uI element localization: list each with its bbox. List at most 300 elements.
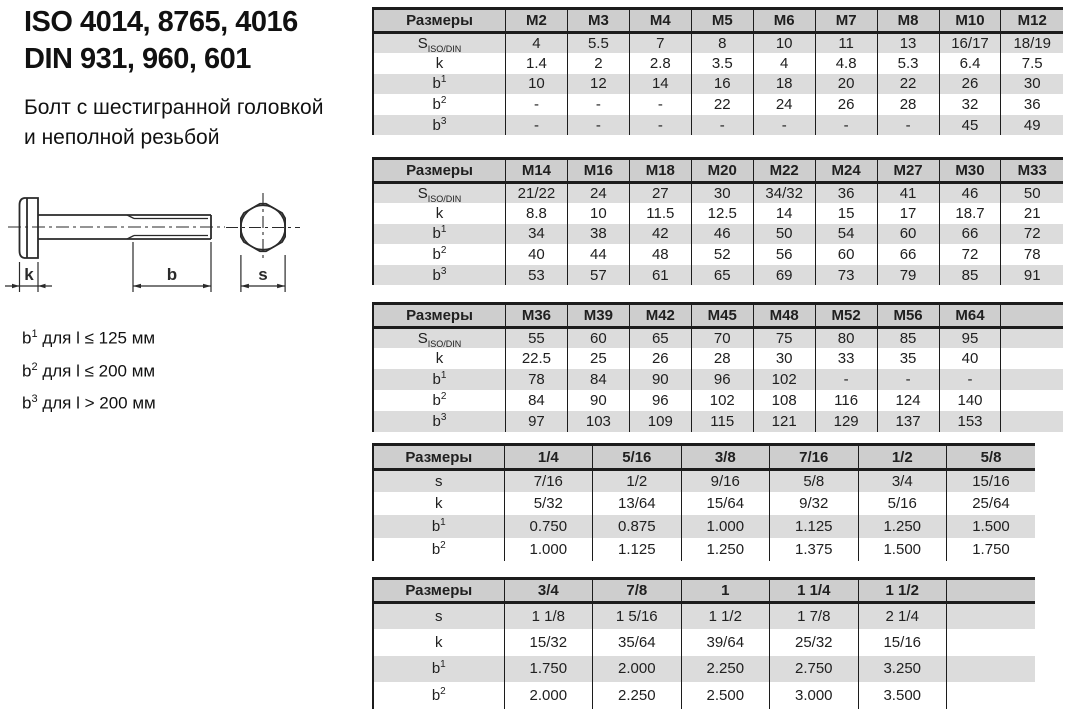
value-cell: 1.375: [770, 538, 858, 561]
size-column-header: 1: [681, 579, 769, 603]
size-column-header: M45: [691, 304, 753, 328]
row-label-column-header: Размеры: [373, 579, 504, 603]
table-row: [373, 629, 1035, 656]
value-cell: -: [939, 369, 1001, 390]
table-row: [373, 390, 1063, 411]
size-column-header: M6: [753, 9, 815, 33]
value-cell: 85: [939, 265, 1001, 286]
value-cell: 1.250: [681, 538, 769, 561]
value-cell: -: [567, 115, 629, 136]
value-cell: 1/2: [593, 470, 681, 493]
row-label: s: [373, 470, 504, 493]
value-cell: 3/4: [858, 470, 946, 493]
value-cell: 15: [815, 203, 877, 224]
value-cell: 140: [939, 390, 1001, 411]
size-column-header: M16: [567, 159, 629, 183]
value-cell: 26: [815, 94, 877, 115]
value-cell: 2: [567, 53, 629, 74]
size-column-header: M42: [629, 304, 691, 328]
value-cell: 153: [939, 411, 1001, 432]
value-cell: 18: [753, 74, 815, 95]
value-cell: 96: [691, 369, 753, 390]
value-cell: 109: [629, 411, 691, 432]
value-cell: -: [815, 115, 877, 136]
value-cell: 41: [877, 183, 939, 204]
empty-cell: [946, 629, 1035, 656]
value-cell: 2.750: [770, 656, 858, 683]
value-cell: 65: [691, 265, 753, 286]
table-row: [373, 94, 1063, 115]
table-row: [373, 656, 1035, 683]
dimension-label-b: b: [166, 265, 178, 284]
value-cell: 75: [753, 328, 815, 349]
value-cell: 20: [815, 74, 877, 95]
value-cell: 102: [753, 369, 815, 390]
value-cell: 2 1/4: [858, 603, 946, 630]
standard-iso-title: ISO 4014, 8765, 4016: [24, 6, 298, 38]
value-cell: 11.5: [629, 203, 691, 224]
row-label: $b^2$: [432, 391, 447, 410]
size-column-header: 5/8: [946, 445, 1035, 470]
bolt-technical-drawing: [0, 180, 330, 310]
row-label: $b^3$: [373, 411, 505, 432]
value-cell: -: [877, 369, 939, 390]
value-cell: 60: [567, 328, 629, 349]
value-cell: 15/16: [858, 629, 946, 656]
value-cell: 5/8: [770, 470, 858, 493]
value-cell: -: [877, 115, 939, 136]
value-cell: 22.5: [505, 348, 567, 369]
value-cell: 24: [567, 183, 629, 204]
value-cell: 1.500: [858, 538, 946, 561]
size-column-header: M8: [877, 9, 939, 33]
value-cell: 18.7: [939, 203, 1001, 224]
value-cell: 15/16: [946, 470, 1035, 493]
empty-cell: [1001, 369, 1063, 390]
value-cell: 1 1/8: [504, 603, 592, 630]
dimension-table: [372, 157, 1063, 285]
size-table-metric-m14-m33: [372, 157, 1063, 285]
table-row: [373, 33, 1063, 54]
table-row: [373, 53, 1063, 74]
value-cell: 5/16: [858, 492, 946, 515]
dimension-table: [372, 302, 1063, 432]
empty-column-header: [946, 579, 1035, 603]
table-row: [373, 470, 1035, 493]
value-cell: 96: [629, 390, 691, 411]
row-label: k: [435, 350, 444, 368]
empty-cell: [1001, 348, 1063, 369]
row-label: $S_{ISO/DIN}$: [373, 33, 505, 54]
value-cell: 3.5: [691, 53, 753, 74]
value-cell: 36: [815, 183, 877, 204]
size-column-header: 3/4: [504, 579, 592, 603]
table-row: [373, 244, 1063, 265]
value-cell: -: [629, 115, 691, 136]
value-cell: 1.250: [858, 515, 946, 538]
value-cell: 9/16: [681, 470, 769, 493]
row-label: $b^2$: [432, 245, 447, 264]
value-cell: 36: [1001, 94, 1063, 115]
size-column-header: M36: [505, 304, 567, 328]
value-cell: 53: [505, 265, 567, 286]
row-label: $S_{ISO/DIN}$: [373, 328, 505, 349]
value-cell: 11: [815, 33, 877, 54]
value-cell: 50: [1001, 183, 1063, 204]
value-cell: 14: [753, 203, 815, 224]
empty-column-header: [1001, 304, 1063, 328]
value-cell: 7.5: [1001, 53, 1063, 74]
value-cell: 17: [877, 203, 939, 224]
row-label-column-header: Размеры: [373, 159, 505, 183]
value-cell: 35/64: [593, 629, 681, 656]
dimension-b: [133, 242, 211, 292]
value-cell: -: [753, 115, 815, 136]
size-column-header: 1/4: [504, 445, 592, 470]
dimension-label-s: s: [258, 265, 268, 284]
row-label: $S_{ISO/DIN}$: [373, 183, 505, 204]
value-cell: 4: [505, 33, 567, 54]
row-label-column-header: Размеры: [373, 304, 505, 328]
value-cell: 25/32: [770, 629, 858, 656]
value-cell: 26: [629, 348, 691, 369]
value-cell: 102: [691, 390, 753, 411]
value-cell: 18/19: [1001, 33, 1063, 54]
value-cell: -: [567, 94, 629, 115]
value-cell: 2.8: [629, 53, 691, 74]
dimension-k: [5, 262, 52, 292]
value-cell: 3.250: [858, 656, 946, 683]
row-label: $b^1$: [373, 656, 504, 683]
row-label: $b^2$: [432, 95, 447, 114]
value-cell: 90: [629, 369, 691, 390]
row-label: $b^2$: [431, 686, 446, 705]
row-label: $b^1$: [373, 515, 504, 538]
value-cell: 78: [1001, 244, 1063, 265]
value-cell: 65: [629, 328, 691, 349]
table-row: [373, 538, 1035, 561]
value-cell: 1 1/2: [681, 603, 769, 630]
empty-cell: [1001, 390, 1063, 411]
value-cell: 72: [1001, 224, 1063, 245]
size-column-header: 1/2: [858, 445, 946, 470]
value-cell: 24: [753, 94, 815, 115]
row-label: $b^1$: [373, 224, 505, 245]
product-description-line1: Болт с шестигранной головкой: [24, 96, 324, 119]
value-cell: 69: [753, 265, 815, 286]
size-column-header: M2: [505, 9, 567, 33]
table-row: [373, 492, 1035, 515]
row-label-column-header: Размеры: [373, 9, 505, 33]
value-cell: 25: [567, 348, 629, 369]
value-cell: 60: [815, 244, 877, 265]
value-cell: 84: [505, 390, 567, 411]
value-cell: 0.875: [593, 515, 681, 538]
value-cell: 10: [505, 74, 567, 95]
value-cell: 15/64: [681, 492, 769, 515]
value-cell: 30: [691, 183, 753, 204]
value-cell: 0.750: [504, 515, 592, 538]
value-cell: 16: [691, 74, 753, 95]
size-table-metric-m36-m64: [372, 302, 1063, 432]
value-cell: 70: [691, 328, 753, 349]
value-cell: 80: [815, 328, 877, 349]
value-cell: 22: [691, 94, 753, 115]
size-column-header: 7/16: [770, 445, 858, 470]
dimension-table: [372, 443, 1035, 561]
note-b1: $b^1$ для l ≤ 125 мм: [22, 328, 156, 348]
note-b2: $b^2$ для l ≤ 200 мм: [22, 360, 156, 381]
value-cell: 56: [753, 244, 815, 265]
value-cell: 5.3: [877, 53, 939, 74]
value-cell: 28: [691, 348, 753, 369]
value-cell: -: [815, 369, 877, 390]
table-row: [373, 115, 1063, 136]
row-label: $b^3$: [373, 265, 505, 286]
value-cell: 121: [753, 411, 815, 432]
value-cell: 1.500: [946, 515, 1035, 538]
value-cell: 15/32: [504, 629, 592, 656]
value-cell: 9/32: [770, 492, 858, 515]
value-cell: 12.5: [691, 203, 753, 224]
value-cell: 10: [753, 33, 815, 54]
table-row: [373, 603, 1035, 630]
row-label: $b^2$: [431, 539, 446, 558]
value-cell: 26: [939, 74, 1001, 95]
value-cell: 21/22: [505, 183, 567, 204]
value-cell: 2.250: [593, 682, 681, 709]
standard-din-title: DIN 931, 960, 601: [24, 43, 251, 75]
table-row: [373, 183, 1063, 204]
value-cell: 3.500: [858, 682, 946, 709]
value-cell: 32: [939, 94, 1001, 115]
size-column-header: M3: [567, 9, 629, 33]
size-table-imperial-quarter-to-5-8: [372, 443, 1035, 561]
row-label: k: [435, 54, 444, 72]
value-cell: 1.125: [593, 538, 681, 561]
value-cell: 38: [567, 224, 629, 245]
table-row: [373, 348, 1063, 369]
table-row: [373, 682, 1035, 709]
value-cell: 7/16: [504, 470, 592, 493]
value-cell: 34/32: [753, 183, 815, 204]
size-column-header: M52: [815, 304, 877, 328]
value-cell: 5.5: [567, 33, 629, 54]
value-cell: 46: [691, 224, 753, 245]
size-column-header: 1 1/4: [770, 579, 858, 603]
value-cell: 72: [939, 244, 1001, 265]
note-b3: $b^3$ для l > 200 мм: [22, 393, 156, 413]
empty-cell: [946, 656, 1035, 683]
value-cell: 54: [815, 224, 877, 245]
row-label: s: [373, 603, 504, 630]
value-cell: 1.125: [770, 515, 858, 538]
table-row: [373, 411, 1063, 432]
value-cell: 6.4: [939, 53, 1001, 74]
value-cell: 1.750: [946, 538, 1035, 561]
value-cell: 7: [629, 33, 691, 54]
value-cell: 115: [691, 411, 753, 432]
value-cell: 2.000: [504, 682, 592, 709]
value-cell: 13: [877, 33, 939, 54]
value-cell: 27: [629, 183, 691, 204]
value-cell: 50: [753, 224, 815, 245]
size-column-header: M5: [691, 9, 753, 33]
value-cell: 35: [877, 348, 939, 369]
size-column-header: M56: [877, 304, 939, 328]
dimension-s: [241, 255, 285, 292]
value-cell: 60: [877, 224, 939, 245]
size-column-header: M24: [815, 159, 877, 183]
value-cell: 16/17: [939, 33, 1001, 54]
value-cell: 66: [877, 244, 939, 265]
value-cell: 91: [1001, 265, 1063, 286]
value-cell: 108: [753, 390, 815, 411]
size-column-header: 1 1/2: [858, 579, 946, 603]
value-cell: 84: [567, 369, 629, 390]
size-column-header: M33: [1001, 159, 1063, 183]
value-cell: 45: [939, 115, 1001, 136]
value-cell: 61: [629, 265, 691, 286]
value-cell: 116: [815, 390, 877, 411]
row-label: $b^3$: [373, 115, 505, 136]
value-cell: 124: [877, 390, 939, 411]
bolt-end-view: [226, 193, 300, 262]
value-cell: 34: [505, 224, 567, 245]
value-cell: 22: [877, 74, 939, 95]
size-column-header: M48: [753, 304, 815, 328]
value-cell: 103: [567, 411, 629, 432]
value-cell: 40: [505, 244, 567, 265]
size-column-header: M20: [691, 159, 753, 183]
size-column-header: M10: [939, 9, 1001, 33]
row-label-column-header: Размеры: [373, 445, 504, 470]
value-cell: 1 5/16: [593, 603, 681, 630]
subtitle-block: [24, 93, 323, 153]
bolt-side-view: [8, 198, 225, 258]
size-table-metric-m2-m12: [372, 7, 1063, 135]
value-cell: 30: [1001, 74, 1063, 95]
value-cell: 2.250: [681, 656, 769, 683]
dimension-table: [372, 577, 1035, 709]
size-column-header: M7: [815, 9, 877, 33]
value-cell: 28: [877, 94, 939, 115]
value-cell: 8.8: [505, 203, 567, 224]
table-row: [373, 369, 1063, 390]
value-cell: 13/64: [593, 492, 681, 515]
value-cell: 49: [1001, 115, 1063, 136]
size-column-header: 5/16: [593, 445, 681, 470]
size-column-header: M4: [629, 9, 691, 33]
value-cell: -: [691, 115, 753, 136]
value-cell: 39/64: [681, 629, 769, 656]
size-table-imperial-3-4-to-1-5: [372, 577, 1035, 709]
size-column-header: M27: [877, 159, 939, 183]
table-row: [373, 203, 1063, 224]
size-column-header: M64: [939, 304, 1001, 328]
value-cell: 14: [629, 74, 691, 95]
dimension-label-k: k: [24, 265, 34, 284]
value-cell: 8: [691, 33, 753, 54]
value-cell: 30: [753, 348, 815, 369]
row-label: $b^1$: [373, 369, 505, 390]
value-cell: 3.000: [770, 682, 858, 709]
value-cell: -: [505, 94, 567, 115]
value-cell: 55: [505, 328, 567, 349]
value-cell: 1.4: [505, 53, 567, 74]
empty-cell: [1001, 411, 1063, 432]
table-row: [373, 265, 1063, 286]
value-cell: 52: [691, 244, 753, 265]
value-cell: 79: [877, 265, 939, 286]
value-cell: 1 7/8: [770, 603, 858, 630]
value-cell: 2.500: [681, 682, 769, 709]
empty-cell: [946, 682, 1035, 709]
thread-length-notes: [22, 320, 156, 418]
value-cell: 42: [629, 224, 691, 245]
row-label: k: [435, 204, 444, 222]
value-cell: 95: [939, 328, 1001, 349]
table-row: [373, 328, 1063, 349]
value-cell: 4.8: [815, 53, 877, 74]
size-column-header: M18: [629, 159, 691, 183]
value-cell: 44: [567, 244, 629, 265]
table-row: [373, 224, 1063, 245]
value-cell: 78: [505, 369, 567, 390]
empty-cell: [946, 603, 1035, 630]
value-cell: 66: [939, 224, 1001, 245]
value-cell: 1.750: [504, 656, 592, 683]
value-cell: 2.000: [593, 656, 681, 683]
size-column-header: 7/8: [593, 579, 681, 603]
empty-cell: [1001, 328, 1063, 349]
product-description-line2: и неполной резьбой: [24, 126, 220, 149]
value-cell: -: [629, 94, 691, 115]
value-cell: 33: [815, 348, 877, 369]
size-column-header: M14: [505, 159, 567, 183]
table-row: [373, 74, 1063, 95]
table-row: [373, 515, 1035, 538]
size-column-header: 3/8: [681, 445, 769, 470]
value-cell: 40: [939, 348, 1001, 369]
dimension-table: [372, 7, 1063, 135]
value-cell: 1.000: [681, 515, 769, 538]
value-cell: 137: [877, 411, 939, 432]
size-column-header: M22: [753, 159, 815, 183]
size-column-header: M30: [939, 159, 1001, 183]
value-cell: 46: [939, 183, 1001, 204]
row-label: k: [435, 495, 443, 513]
row-label: $b^1$: [373, 74, 505, 95]
value-cell: 90: [567, 390, 629, 411]
value-cell: 57: [567, 265, 629, 286]
value-cell: -: [505, 115, 567, 136]
size-column-header: M12: [1001, 9, 1063, 33]
value-cell: 4: [753, 53, 815, 74]
value-cell: 129: [815, 411, 877, 432]
value-cell: 5/32: [504, 492, 592, 515]
value-cell: 21: [1001, 203, 1063, 224]
title-block: [24, 4, 298, 78]
value-cell: 85: [877, 328, 939, 349]
row-label: k: [435, 633, 443, 651]
value-cell: 1.000: [504, 538, 592, 561]
value-cell: 73: [815, 265, 877, 286]
value-cell: 97: [505, 411, 567, 432]
value-cell: 10: [567, 203, 629, 224]
value-cell: 25/64: [946, 492, 1035, 515]
size-column-header: M39: [567, 304, 629, 328]
